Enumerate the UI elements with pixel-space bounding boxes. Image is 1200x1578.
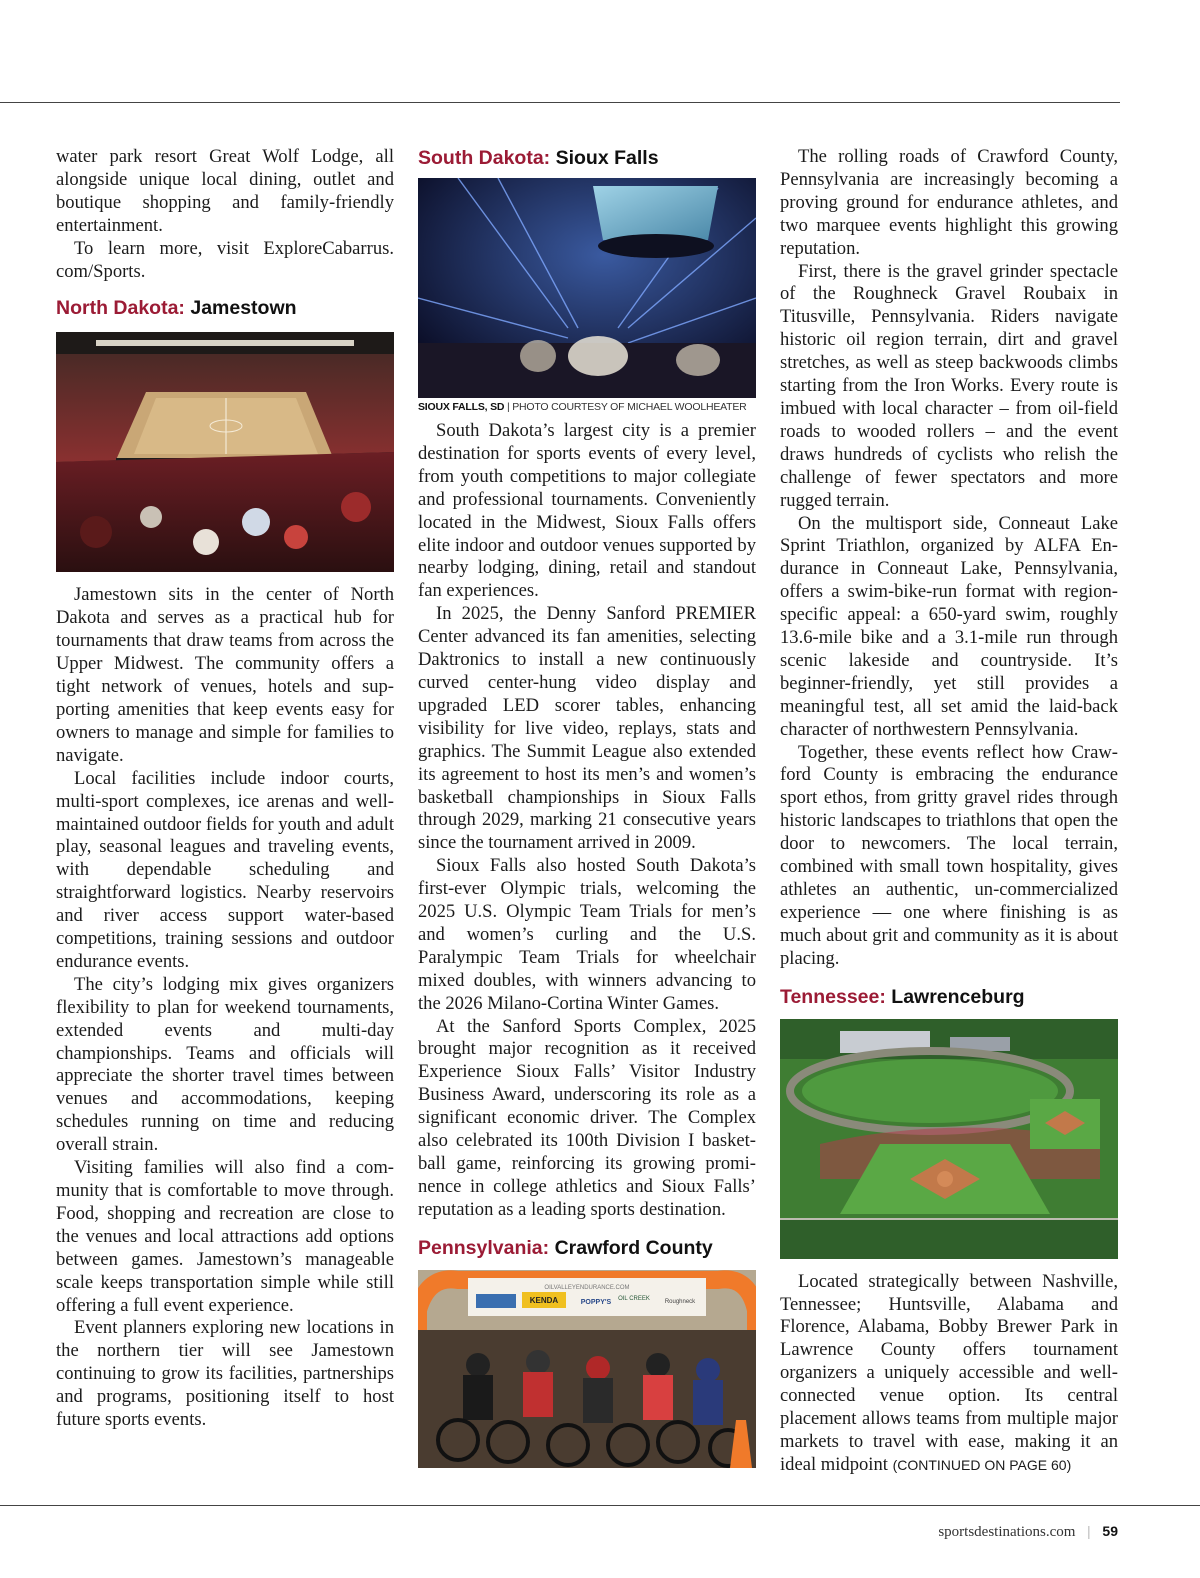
sponsor-kenda: KENDA	[529, 1295, 559, 1305]
caption-credit: | PHOTO COURTESY OF MICHAEL WOOLHEATER	[506, 401, 747, 413]
paragraph: The rolling roads of Crawford County, Pennsylvania are increasingly becoming a proving ground for endurance athletes, and two marquee events highlight this growing reputation.	[780, 146, 1118, 259]
column-1	[56, 146, 394, 1432]
sponsor-oil-creek: OIL CREEK	[618, 1295, 650, 1302]
continued-on-page-note: (CONTINUED ON PAGE 60)	[892, 1456, 1072, 1473]
heading-city: Crawford County	[554, 1236, 713, 1259]
bobby-brewer-park-aerial-photo	[780, 1019, 1118, 1259]
paragraph: On the multisport side, Conneaut Lake Sprint Triathlon, organized by ALFA Endurance in Conneaut Lake, Pennsylvania, offers a swim-bike-run format with region-specific appeal: a 650-yard swim, roughly 13.6-mile bike and a 3.1-mile run through scenic lakeside and countryside. It’s beginner-friendly, yet still provides a meaningful test, all set amid the laid-back character of northwestern Pennsylvania.	[780, 512, 1118, 740]
sponsor-poppys: POPPY'S	[580, 1298, 612, 1306]
jamestown-arena-photo	[56, 332, 394, 572]
tennessee-paragraph: Located strategically between Nashville, Tennessee; Huntsville, Alabama and Florence, Alabama, Bobby Brewer Park in Lawrence County offers tournament organizers a uniquely accessible and well-connected venue option. Its central placement allows teams from multiple major markets to travel with ease, making it an ideal midpoint	[780, 1270, 1118, 1475]
crawford-county-cyclists-photo	[418, 1270, 756, 1468]
banner-url: OILVALLEYENDURANCE.COM	[544, 1284, 630, 1291]
paragraph	[780, 1271, 1118, 1477]
north-dakota-heading	[56, 296, 394, 320]
south-dakota-heading	[418, 146, 756, 170]
paragraph: In 2025, the Denny Sanford PREMIER Center advanced its fan amenities, selecting Daktronics to install a new continuously curved center-hung video display and upgraded LED scorer tables, enhancing visibility for live video, replays, stats and graphics. The Summit League also extended its agreement to host its men’s and women’s basketball championships in Sioux Falls through 2029, marking 21 consecutive years since the tournament arrived in 2009.	[418, 603, 756, 854]
sioux-falls-arena-photo	[418, 178, 756, 398]
paragraph: Together, these events reflect how Crawford County is embracing the endurance sport ethos, from gritty gravel rides through historic landscapes to triathlons that open the door to newcomers. The local terrain, combined with small town hospitality, gives athletes an authentic, un-commercialized experience — one where finishing is as much about grit and community as it is about placing.	[780, 741, 1118, 969]
column-3	[780, 146, 1118, 1477]
caption-location: SIOUX FALLS, SD	[418, 401, 505, 413]
sponsor-roughneck: Roughneck	[664, 1298, 696, 1305]
pennsylvania-heading	[418, 1236, 756, 1260]
tennessee-heading	[780, 985, 1118, 1009]
paragraph: First, there is the gravel grinder spectacle of the Roughneck Gravel Roubaix in Titusville, Pennsylvania. Riders navigate historic oil region terrain, dirt and gravel stretches, as well as steep backwoods climbs starting from the Iron Works. Every route is imbued with local character – from oil-field roads to wooded rollers – and the event draws hundreds of cyclists who relish the challenge of fewer spectators and more rugged terrain.	[780, 260, 1118, 511]
paragraph: To learn more, visit ExploreCabarrus. com/Sports.	[56, 237, 394, 282]
column-2	[418, 146, 756, 1468]
paragraph: Jamestown sits in the center of North Dakota and serves as a practical hub for tournaments that draw teams from across the Upper Midwest. The community offers a tight network of venues, hotels and supporting amenities that keep events easy for owners to manage and simple for families to navigate.	[56, 584, 394, 766]
heading-state: South Dakota:	[418, 147, 551, 169]
heading-state: Pennsylvania:	[418, 1236, 550, 1259]
heading-city: Jamestown	[190, 297, 297, 320]
paragraph: The city’s lodging mix gives organizers flexibility to plan for weekend tournaments, extended events and multi-day championships. Teams and officials will appreciate the shorter travel times between venues and accommodations, keeping schedules running on time and reducing overall strain.	[56, 973, 394, 1156]
page-footer	[938, 1523, 1118, 1541]
heading-state: North Dakota:	[56, 297, 185, 320]
page-number: 59	[1102, 1523, 1118, 1539]
paragraph: At the Sanford Sports Complex, 2025 brought major recognition as it received Experience Sioux Falls’ Visitor Industry Business Award, underscoring its role as a significant economic driver. The Complex also celebrated its 100th Division I basketball game, reinforcing its growing prominence in college athletics and Sioux Falls’ reputation as a leading sports destination.	[418, 1015, 756, 1220]
paragraph: South Dakota’s largest city is a premier destination for sports events of every level, from youth competitions to major collegiate and professional tournaments. Conveniently located in the Midwest, Sioux Falls offers elite indoor and outdoor venues supported by nearby lodging, dining, retail and standout fan experiences.	[418, 420, 756, 602]
footer-separator: |	[1087, 1524, 1091, 1540]
paragraph: Sioux Falls also hosted South Dakota’s first-ever Olympic trials, welcoming the 2025 U.S. Olympic Team Trials for men’s and women’s curling and the U.S. Paralympic Team Trials for wheelchair mixed doubles, with winners advancing to the 2026 Milano-Cortina Winter Games.	[418, 855, 756, 1014]
paragraph: Visiting families will also find a community that is comfortable to move through. Food, shopping and recreation are close to the venues and local attractions add options between games. Jamestown’s manageable scale keeps transportation simple while still offering a full event experience.	[56, 1157, 394, 1316]
heading-state: Tennessee:	[780, 985, 886, 1008]
photo-caption	[418, 400, 756, 414]
paragraph: Local facilities include indoor courts, multi-sport complexes, ice arenas and well-maintained outdoor fields for youth and adult play, seasonal leagues and traveling events, with dependable scheduling and straightforward logistics. Nearby reservoirs and river access support water-based competitions, training sessions and outdoor endurance events.	[56, 767, 394, 972]
heading-city: Sioux Falls	[555, 147, 659, 169]
top-rule	[0, 102, 1120, 103]
paragraph: Event planners exploring new locations in the northern tier will see Jamestown continuing to grow its facilities, partnerships and programs, positioning itself to host future sports events.	[56, 1317, 394, 1431]
bottom-rule	[0, 1505, 1200, 1506]
paragraph: water park resort Great Wolf Lodge, all alongside unique local dining, outlet and boutique shopping and family-friendly entertainment.	[56, 146, 394, 236]
footer-site: sportsdestinations.com	[938, 1524, 1076, 1540]
heading-city: Lawrenceburg	[891, 985, 1025, 1008]
